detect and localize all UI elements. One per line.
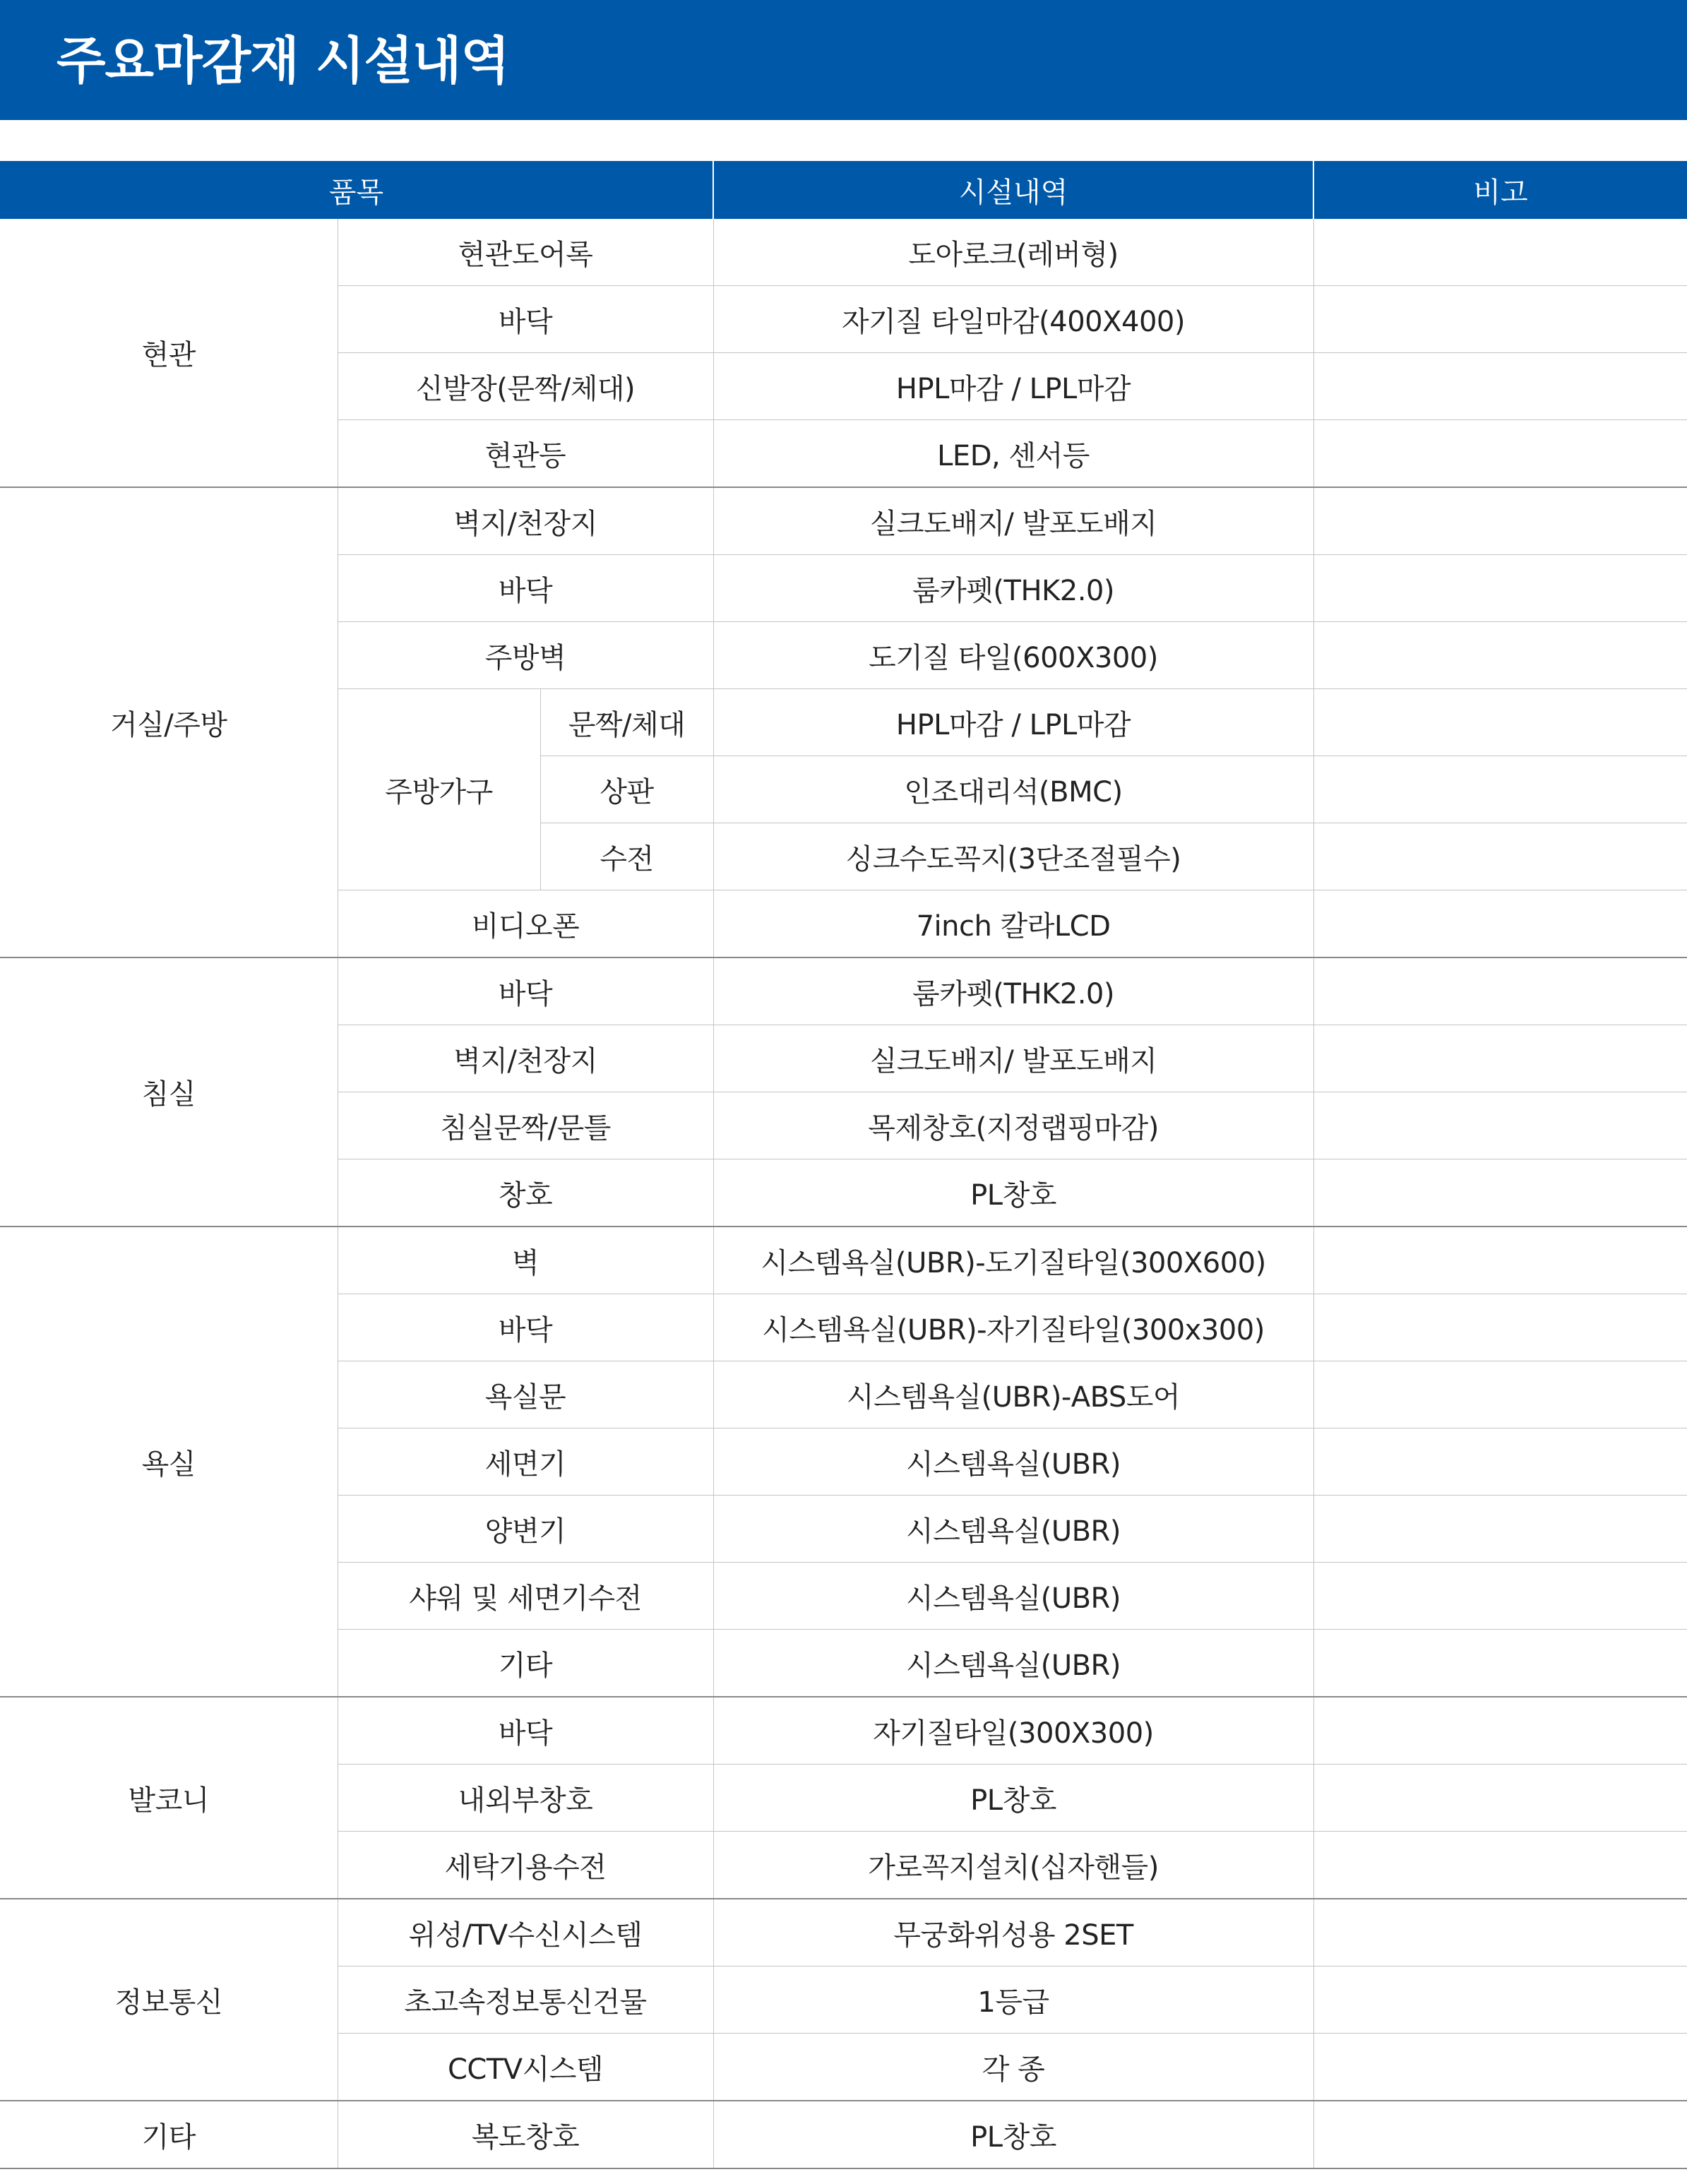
item-cell: 양변기 [338, 1496, 713, 1563]
item-cell: 초고속정보통신건물 [338, 1967, 713, 2034]
spec-cell: 가로꼭지설치(십자핸들) [713, 1832, 1313, 1899]
sub-item-cell: 수전 [540, 823, 713, 890]
spec-cell: PL창호 [713, 2101, 1313, 2168]
item-cell: 침실문짝/문틀 [338, 1092, 713, 1159]
item-cell: 주방벽 [338, 622, 713, 689]
note-cell [1313, 1832, 1687, 1899]
spec-cell: 실크도배지/ 발포도배지 [713, 1025, 1313, 1092]
item-cell: CCTV시스템 [338, 2034, 713, 2101]
finish-spec-table [0, 161, 1687, 2169]
spec-cell: HPL마감 / LPL마감 [713, 689, 1313, 756]
item-cell: 욕실문 [338, 1361, 713, 1428]
note-cell [1313, 622, 1687, 689]
title-bar [0, 0, 1687, 120]
note-cell [1313, 1227, 1687, 1294]
category-cell: 발코니 [0, 1697, 338, 1899]
note-cell [1313, 756, 1687, 823]
item-cell: 신발장(문짝/체대) [338, 353, 713, 420]
note-cell [1313, 1765, 1687, 1832]
item-cell: 창호 [338, 1159, 713, 1227]
item-cell: 위성/TV수신시스템 [338, 1899, 713, 1967]
item-cell: 세면기 [338, 1428, 713, 1496]
note-cell [1313, 1092, 1687, 1159]
item-cell: 세탁기용수전 [338, 1832, 713, 1899]
item-cell: 현관도어록 [338, 219, 713, 286]
spec-cell: 목제창호(지정랩핑마감) [713, 1092, 1313, 1159]
note-cell [1313, 890, 1687, 958]
note-cell [1313, 1563, 1687, 1630]
spec-cell: LED, 센서등 [713, 420, 1313, 488]
sub-item-cell: 상판 [540, 756, 713, 823]
table-header-row [0, 161, 1687, 219]
table-row [0, 2101, 1687, 2168]
page-title: 주요마감재 시설내역 [56, 31, 510, 90]
note-cell [1313, 2101, 1687, 2168]
note-cell [1313, 420, 1687, 488]
note-cell [1313, 1361, 1687, 1428]
spec-cell: 시스템욕실(UBR) [713, 1428, 1313, 1496]
item-cell: 복도창호 [338, 2101, 713, 2168]
item-cell: 바닥 [338, 1697, 713, 1765]
item-cell: 샤워 및 세면기수전 [338, 1563, 713, 1630]
table-row [0, 487, 1687, 555]
spec-cell: 도아로크(레버형) [713, 219, 1313, 286]
spec-cell: 무궁화위성용 2SET [713, 1899, 1313, 1967]
note-cell [1313, 353, 1687, 420]
spec-cell: PL창호 [713, 1159, 1313, 1227]
note-cell [1313, 1294, 1687, 1361]
note-cell [1313, 1496, 1687, 1563]
category-cell: 현관 [141, 339, 196, 371]
note-cell [1313, 1967, 1687, 2034]
note-cell [1313, 487, 1687, 555]
spec-cell: 자기질타일(300X300) [713, 1697, 1313, 1765]
item-cell: 내외부창호 [338, 1765, 713, 1832]
note-cell [1313, 2034, 1687, 2101]
note-cell [1313, 1428, 1687, 1496]
spec-cell: 실크도배지/ 발포도배지 [713, 487, 1313, 555]
note-cell [1313, 1899, 1687, 1967]
spec-cell: 7inch 칼라LCD [713, 890, 1313, 958]
note-cell [1313, 1697, 1687, 1765]
note-cell [1313, 689, 1687, 756]
header-note: 비고 [1313, 161, 1687, 219]
spec-cell: 룸카펫(THK2.0) [713, 555, 1313, 622]
spec-cell: 시스템욕실(UBR)-ABS도어 [713, 1361, 1313, 1428]
category-cell: 거실/주방 [0, 487, 338, 957]
header-spec: 시설내역 [713, 161, 1313, 219]
note-cell [1313, 1630, 1687, 1697]
table-row [0, 1697, 1687, 1765]
table-row [0, 1227, 1687, 1294]
spec-cell: 룸카펫(THK2.0) [713, 957, 1313, 1025]
item-cell: 벽지/천장지 [338, 487, 713, 555]
item-cell: 기타 [338, 1630, 713, 1697]
item-cell: 벽지/천장지 [338, 1025, 713, 1092]
table-row [0, 1899, 1687, 1967]
category-cell: 침실 [0, 957, 338, 1227]
header-item: 품목 [0, 161, 713, 219]
spec-cell: PL창호 [713, 1765, 1313, 1832]
item-cell: 비디오폰 [338, 890, 713, 958]
spec-cell: 각 종 [713, 2034, 1313, 2101]
spec-cell: 시스템욕실(UBR)-도기질타일(300X600) [713, 1227, 1313, 1294]
table-row [0, 957, 1687, 1025]
sub-item-cell: 문짝/체대 [540, 689, 713, 756]
category-cell: 정보통신 [0, 1899, 338, 2101]
item-cell: 바닥 [338, 286, 713, 353]
spec-cell: 자기질 타일마감(400X400) [713, 286, 1313, 353]
note-cell [1313, 219, 1687, 286]
item-cell: 현관등 [338, 420, 713, 488]
table-row [0, 219, 1687, 286]
spec-cell: 시스템욕실(UBR) [713, 1496, 1313, 1563]
spec-cell: 시스템욕실(UBR) [713, 1563, 1313, 1630]
spec-cell: 시스템욕실(UBR)-자기질타일(300x300) [713, 1294, 1313, 1361]
item-cell: 바닥 [338, 555, 713, 622]
item-cell: 바닥 [338, 1294, 713, 1361]
spec-cell: 도기질 타일(600X300) [713, 622, 1313, 689]
spec-cell: 싱크수도꼭지(3단조절필수) [713, 823, 1313, 890]
note-cell [1313, 1025, 1687, 1092]
spec-cell: 1등급 [713, 1967, 1313, 2034]
note-cell [1313, 957, 1687, 1025]
note-cell [1313, 286, 1687, 353]
note-cell [1313, 1159, 1687, 1227]
spec-cell: 시스템욕실(UBR) [713, 1630, 1313, 1697]
note-cell [1313, 555, 1687, 622]
spec-cell: HPL마감 / LPL마감 [713, 353, 1313, 420]
item-group-cell: 주방가구 [338, 689, 540, 890]
item-cell: 바닥 [338, 957, 713, 1025]
category-cell: 욕실 [0, 1227, 338, 1697]
spec-cell: 인조대리석(BMC) [713, 756, 1313, 823]
category-cell: 기타 [0, 2101, 338, 2168]
item-cell: 벽 [338, 1227, 713, 1294]
note-cell [1313, 823, 1687, 890]
